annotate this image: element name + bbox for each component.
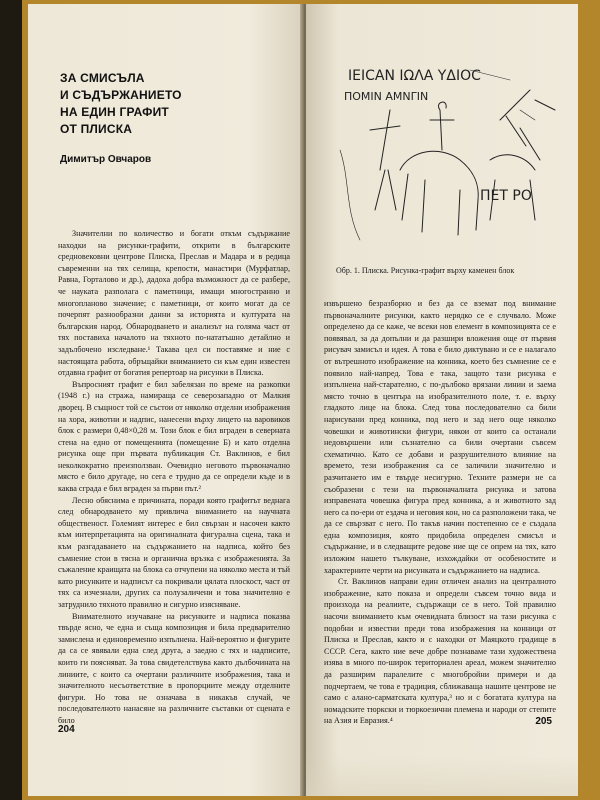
graffito-figure (330, 50, 560, 254)
right-page (306, 4, 578, 796)
title-line: ЗА СМИСЪЛА (60, 71, 145, 85)
page-number: 204 (58, 724, 75, 735)
horse-sketch (400, 151, 478, 235)
standing-figure-sketch (370, 110, 400, 210)
article-title (60, 70, 260, 138)
title-line: НА ЕДИН ГРАФИТ (60, 105, 169, 119)
figure-caption: Обр. 1. Плиска. Рисунка-графит върху каменен блок (336, 266, 515, 275)
spear-sketch (500, 90, 555, 160)
paragraph: Внимателното изучаване на рисунките и надписа показва твърде ясно, че една и съща композиция и била предварително замислена и единовременно изпълнена. Най-вероятно и фигурите да са се явявали една след друга, а заедно с тях и надписите, които ги поясняват. За това свидетелствува както дълбочината на линиите, с които са очертани различните изображения, така и значителното несъответствие в пропорциите между отделните фигури. Но това не означава в никакъв случай, че последователното нанасяне на различните съставки от сцената е било (58, 611, 290, 725)
page-number: 205 (535, 716, 552, 727)
figure-inscription-second: ΠΟΜΙΝ ΑΜΝΓΙΝ (344, 90, 429, 103)
paragraph: извършено безразборно и без да се вземат под внимание първоначалните рисунки, както нерядко се е случвало. Може определено да се каже, че всеки нов елемент в композицията се е появявал, за да допълни и да разшири вложения още от първия рисувач замисъл и идея. А това е било диктувано и се е налагало от вътрешното изображение на конника, което без съмнение се е появило най-напред. Това е така, защото тази рисунка е изпълнена най-старателно, с по-дълбоко врязани линии и заема място точно в центъра на изобразителното поле, т. е. върху гладкото лице на блока. След това последователно са били нарисувани пред конника, под него и зад него още няколко човешки и животински фигури, някои от които са останали недовършени или съзнателно са били очертани съвсем схематично. Като се добави и разрушителното влияние на времето, тези изображения са се заличили значително и разчитането им е твърде несигурно. Техните размери не са съобразени с тези на първоначалната рисунка и затова изправената човешка фигура пред конника, а и животното зад него са по-ери от ездача и неговия кон, но са разположени така, че да се свързват с него. По такъв начин постепенно се е създала една композиция, която придобила определен смисъл и съдържание, и в следващите редове ние ще се опрем на тях, като изложим нашето тълкуване, изхождайки от особеностите и характерните черти на рисунката и съдържанието на надписа. (324, 299, 556, 575)
paragraph: Ст. Ваклинов направи един отличен анализ на централното изображение, като показа и определи съвсем точно вида и произхода на реалиите, съдържащи се в него. Той правилно насочи вниманието към очевидната близост на тази рисунка с подобни и известни преди това изображения на конници от Плиска и Преслав, както и с находки от Маяцкото градище в СССР. Сега, както ние вече добре познаваме тази художествена изява в много по-широк териториален ареал, можем значително да разширим паралелите с многобройни примери и да подчертаем, че това е традиция, сближаваща нашите центрове не само с алано-сарматската култура,³ но и с богатата култура на номадските тюркски и тюркоезични племена и народи от степите на Азия и Евразия.⁴ (324, 577, 556, 726)
title-line: И СЪДЪРЖАНИЕТО (60, 88, 182, 102)
author-name: Димитър Овчаров (60, 154, 152, 165)
paragraph: Лесно обяснима е причината, поради която графитът веднага след обнародването му привлича вниманието на научната общественост. Големият интерес е бил свързан и насочен както към интерпретацията на оригиналната фигурална сцена, така и към разгадаването на съдържанието на надписа, който без съмнение стои в тясна и органична връзка с изображенията. За съжаление краищата на блока са отчупени на няколко места и тъй като рисунките и надписът са покривали цялата плоскост, част от тях са изчезнали, других са полузаличени и това значително е затруднило тяхното правилно и сигурно изясняване. (58, 495, 290, 609)
figure-inscription-bottom: ΠΕΤ ΡΟ (480, 188, 532, 204)
paragraph: Значителни по количество и богати откъм съдържание находки на рисунки-графити, открити в българските средновековни центрове Плиска, Преслав и Мадара и в редица съвременни на тях селища, крепости, манастири (Мурфатлар, Равна, Горталово и др.), дадоха добра възможност да се разбере, че науката разполага с паметници, имащи многостранно и многопланово значение; с паметници, от които могат да се почерпят разнообразни данни за историята и културата на българския народ. Обнародването и анализът на голяма част от тях поставиха началото на тяхното по-нататъшно детайлно и задълбочено изследване.¹ Такава цел си поставяме и ние с настоящата работа, обръщайки вниманието си към един известен отдавна графит от богатия репертоар на рисунки в Плиска. (58, 229, 290, 378)
left-body-text (58, 228, 290, 727)
title-line: ОТ ПЛИСКА (60, 122, 133, 136)
rider-sketch (430, 102, 454, 150)
figure-inscription-top: ΙΕΙCΑΝ ΙΩΛΑ ΥΔΙΟC (348, 68, 481, 84)
left-page (28, 4, 304, 796)
page-shadow (306, 756, 578, 796)
right-body-text (324, 298, 556, 727)
paragraph: Въпросният графит е бил забелязан по време на разкопки (1948 г.) на стража, намираща се северозападно от Малкия дворец. В същност той се състои от няколко отделни изображения на хора, животни и надпис, нанесени върху лицето на варовиков блок с размери 0,48×0,28 м. Този блок е бил вграден в северната стена на едно от помещенията (помещение Б) и като отделна рисунка още при първата публикация Ст. Ваклинов, е бил неколкократно преизползван. Очевидно неговото първоначално място е било другаде, но сега е трудно да се определи къде и в каква сграда е бил вграден за първи път.² (58, 379, 290, 494)
